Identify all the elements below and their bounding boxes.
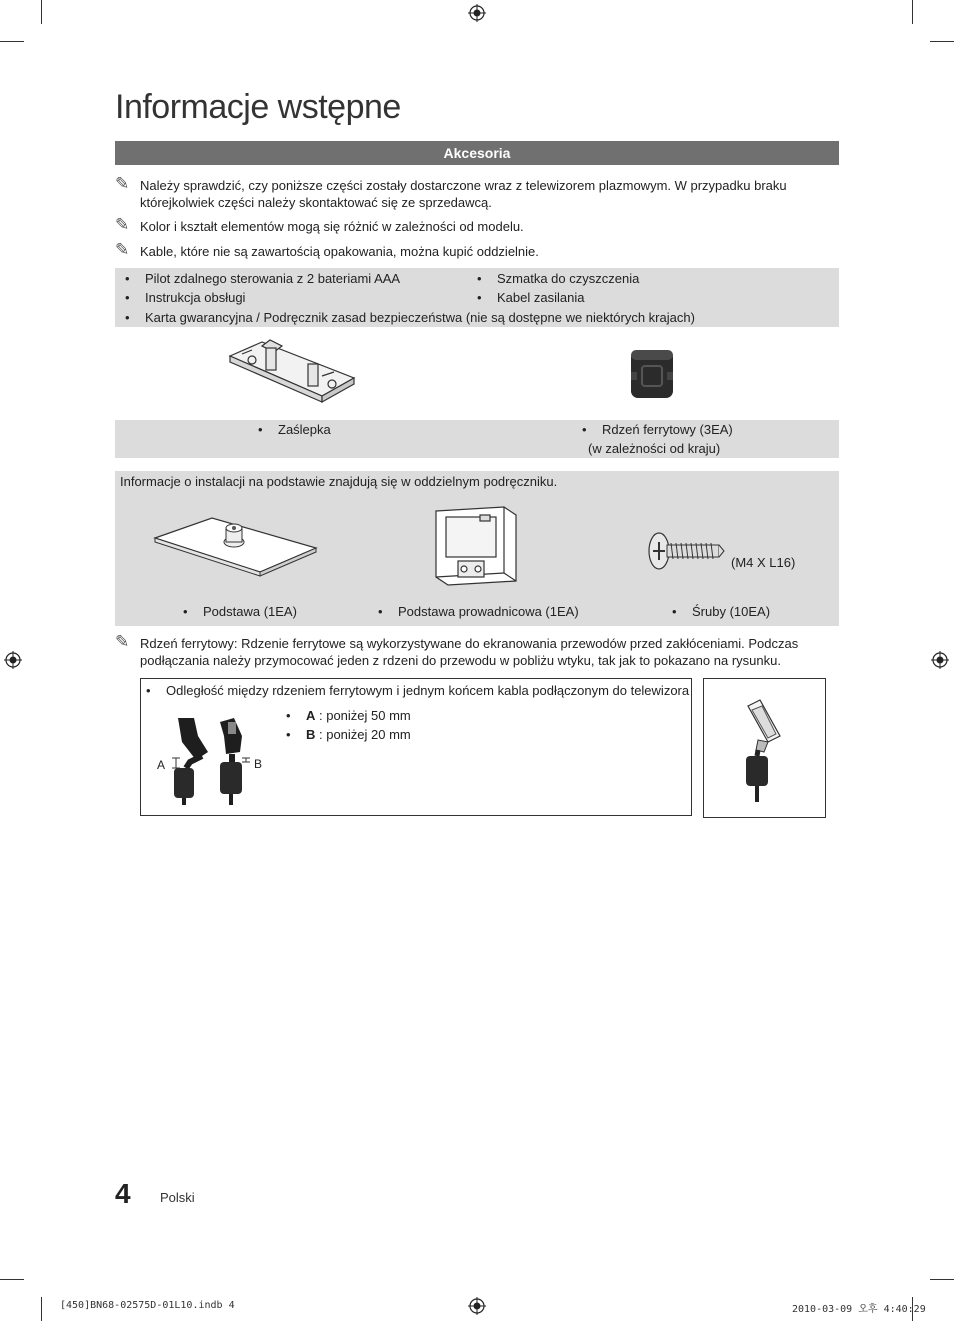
screw-illustration bbox=[645, 530, 725, 572]
registration-mark-icon bbox=[468, 4, 486, 22]
scart-cable-illustration bbox=[736, 696, 786, 806]
pencil-note-icon: ✎ bbox=[115, 240, 130, 259]
screw-size-label: (M4 X L16) bbox=[731, 555, 796, 570]
list-item: • Instrukcja obsługi bbox=[125, 290, 246, 305]
list-item: • Pilot zdalnego sterowania z 2 bateriami AAA bbox=[125, 271, 401, 286]
registration-mark-icon bbox=[468, 1297, 486, 1315]
note-text: Należy sprawdzić, czy poniższe części zostały dostarczone wraz z telewizorem plazmowym. W przypadku braku którejkolwiek części należy skontaktować się ze sprzedawcą. bbox=[140, 178, 787, 210]
item-label-ferrite: • Rdzeń ferrytowy (3EA) bbox=[582, 422, 733, 437]
cable-ferrite-illustration bbox=[150, 712, 270, 807]
page-title: Informacje wstępne bbox=[115, 88, 401, 126]
page-language: Polski bbox=[160, 1190, 195, 1205]
item-label-screws: • Śruby (10EA) bbox=[672, 604, 771, 619]
pencil-note-icon: ✎ bbox=[115, 632, 130, 651]
pencil-note-icon: ✎ bbox=[115, 215, 130, 234]
note bbox=[115, 215, 839, 235]
cover-illustration bbox=[222, 336, 362, 404]
stand-info-text: Informacje o instalacji na podstawie znajdują się w oddzielnym podręczniku. bbox=[120, 474, 558, 489]
stand-illustration bbox=[150, 512, 320, 578]
item-label-cover: • Zaślepka bbox=[258, 422, 331, 437]
label-b: B bbox=[254, 757, 263, 771]
note bbox=[115, 632, 839, 669]
item-label-guide-stand: • Podstawa prowadnicowa (1EA) bbox=[378, 604, 579, 619]
note bbox=[115, 174, 839, 211]
crop-mark bbox=[912, 0, 913, 24]
crop-mark bbox=[41, 1297, 42, 1321]
section-header: Akcesoria bbox=[115, 141, 839, 165]
crop-mark bbox=[930, 41, 954, 42]
pencil-note-icon: ✎ bbox=[115, 174, 130, 193]
list-item: • Karta gwarancyjna / Podręcznik zasad bezpieczeństwa (nie są dostępne we niektórych krajach) bbox=[125, 310, 695, 325]
guide-stand-illustration bbox=[428, 505, 524, 589]
list-item: • Szmatka do czyszczenia bbox=[477, 271, 640, 286]
list-item: • Kabel zasilania bbox=[477, 290, 585, 305]
distance-a: • A : poniżej 50 mm bbox=[286, 708, 411, 723]
label-a: A bbox=[157, 758, 166, 772]
crop-mark bbox=[41, 0, 42, 24]
crop-mark bbox=[0, 41, 24, 42]
note bbox=[115, 240, 839, 260]
note-text: Rdzeń ferrytowy: Rdzenie ferrytowe są wykorzystywane do ekranowania przewodów przed zakłóceniami. Podczas podłączania należy przymocować jeden z rdzeni do przewodu w pobliżu wtyku, tak jak to pokazano na rysunku. bbox=[140, 636, 799, 668]
page-number: 4 bbox=[115, 1178, 131, 1209]
item-note-ferrite: (w zależności od kraju) bbox=[588, 441, 721, 456]
note-text: Kolor i kształt elementów mogą się różnić w zależności od modelu. bbox=[140, 219, 524, 234]
print-datetime: 2010-03-09 오후 4:40:29 bbox=[792, 1304, 926, 1315]
distance-b: • B : poniżej 20 mm bbox=[286, 727, 411, 742]
item-label-stand: • Podstawa (1EA) bbox=[183, 604, 297, 619]
note-text: Kable, które nie są zawartością opakowania, można kupić oddzielnie. bbox=[140, 244, 539, 259]
ferrite-core-illustration bbox=[628, 348, 676, 400]
registration-mark-icon bbox=[4, 651, 22, 669]
print-file-info: [450]BN68-02575D-01L10.indb 4 bbox=[60, 1300, 235, 1311]
crop-mark bbox=[930, 1279, 954, 1280]
registration-mark-icon bbox=[931, 651, 949, 669]
distance-heading: • Odległość między rdzeniem ferrytowym i jednym końcem kabla podłączonym do telewizora bbox=[146, 683, 690, 698]
crop-mark bbox=[0, 1279, 24, 1280]
